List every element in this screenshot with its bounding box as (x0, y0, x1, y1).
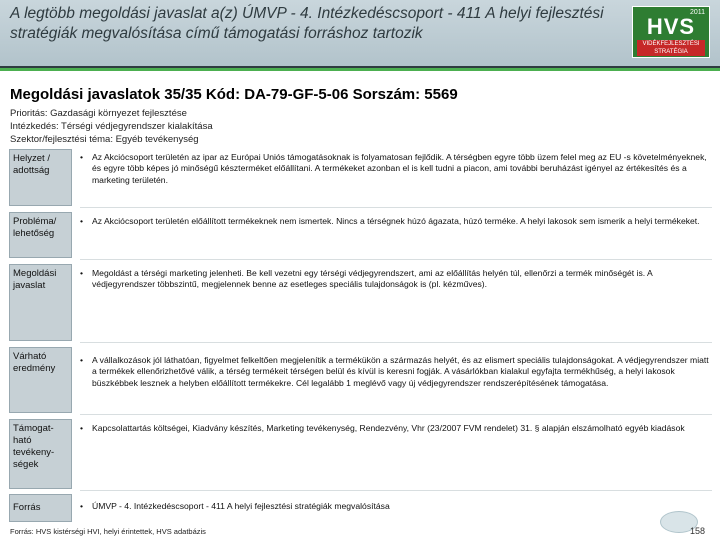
page-title: Megoldási javaslatok 35/35 Kód: DA-79-GF-5-06 Sorszám: 5569 (10, 86, 458, 103)
row-label-problema: Probléma/ lehetőség (9, 212, 72, 258)
row-text: Az Akciócsoport területén előállított termékeknek nem ismertek. Nincs a térségnek húzó ágazata, húzó terméke. A helyi lakosok sem ismerik a helyi termékeket. (92, 216, 700, 226)
logo-text: HVS (646, 14, 696, 39)
bullet-icon: • (80, 152, 84, 162)
header-title: A legtöbb megoldási javaslat a(z) ÚMVP - 4. Intézkedéscsoport - 411 A helyi fejlesztési stratégiák megvalósítása című támogatási forráshoz tartozik (10, 5, 604, 42)
header-accent-line (0, 68, 720, 71)
row-content-tamogathato (80, 423, 712, 434)
page-number: 158 (690, 526, 706, 536)
row-divider (80, 207, 712, 208)
row-divider (80, 414, 712, 415)
row-content-helyzet (80, 152, 712, 186)
source-footer: Forrás: HVS kistérségi HVI, helyi érintettek, HVS adatbázis (10, 527, 206, 536)
logo-subtitle: VIDÉKFEJLESZTÉSI STRATÉGIA (637, 40, 705, 56)
meta-intezkedes: Intézkedés: Térségi védjegyrendszer kialakítása (10, 121, 213, 132)
row-text: ÚMVP - 4. Intézkedéscsoport - 411 A helyi fejlesztési stratégiák megvalósítása (92, 501, 390, 511)
logo-year: 2011 (689, 9, 705, 16)
meta-szektor: Szektor/fejlesztési téma: Egyéb tevékenység (10, 134, 199, 145)
bullet-icon: • (80, 355, 84, 365)
row-text: Az Akciócsoport területén az ipar az Európai Uniós támogatásoknak is folyamatosan fejlődik. A térségben egyre több üzem felel meg az EU -s követelményeknek, és egyre több képes jó minőségű készterméket előállítani. A termékeket azonban el is kell tudni a piacon, ami további beruházást igényel az értékesítés és a marketing területén. (92, 152, 707, 185)
header-banner (0, 0, 720, 66)
row-label-helyzet: Helyzet / adottság (9, 149, 72, 206)
row-divider (80, 259, 712, 260)
row-text: Kapcsolattartás költségei, Kiadvány készítés, Marketing tevékenység, Rendezvény, Vhr (23/2007 FVM rendelet) 31. § alapján elszámolható egyéb kiadások (92, 423, 685, 433)
meta-prioritas: Prioritás: Gazdasági környezet fejlesztése (10, 108, 187, 119)
row-label-eredmeny: Várható eredmény (9, 347, 72, 413)
bullet-icon: • (80, 423, 84, 433)
row-content-problema (80, 216, 712, 227)
bullet-icon: • (80, 216, 84, 226)
row-text: A vállalkozások jól láthatóan, figyelmet felkeltően megjelenítik a termékükön a származás helyét, és az elismert speciális tulajdonságokat. A védjegyrendszer miatt a termékek ellenőrizhetővé válik, a térség termékeit térségen belül és kívül is keresni fogják. A vásárlókban kialakul egyfajta termékhűség, a helyi lakosok büszkébbek lesznek a helyben előállított termékekre. Cél legalább 1 meglévő vagy új védjegyrendszer rendszerépítésének támogatása. (92, 355, 709, 388)
row-divider (80, 342, 712, 343)
hvs-logo (632, 6, 710, 58)
row-label-tamogathato: Támogat-ható tevékeny-ségek (9, 419, 72, 489)
row-label-megoldas: Megoldási javaslat (9, 264, 72, 341)
row-label-forras: Forrás (9, 494, 72, 522)
bullet-icon: • (80, 501, 84, 511)
row-divider (80, 490, 712, 491)
row-text: Megoldást a térségi marketing jelenheti. Be kell vezetni egy térségi védjegyrendszert, ami az előállítás helyén túl, ellenőrzi a termék minőségét is. A védjegyrendszer többszintű, megjelennek benne az esetleges speciális tulajdonságok is (pl. kézműves). (92, 268, 653, 290)
bullet-icon: • (80, 268, 84, 278)
row-content-megoldas (80, 268, 712, 291)
row-content-forras (80, 501, 712, 512)
row-content-eredmeny (80, 355, 712, 389)
